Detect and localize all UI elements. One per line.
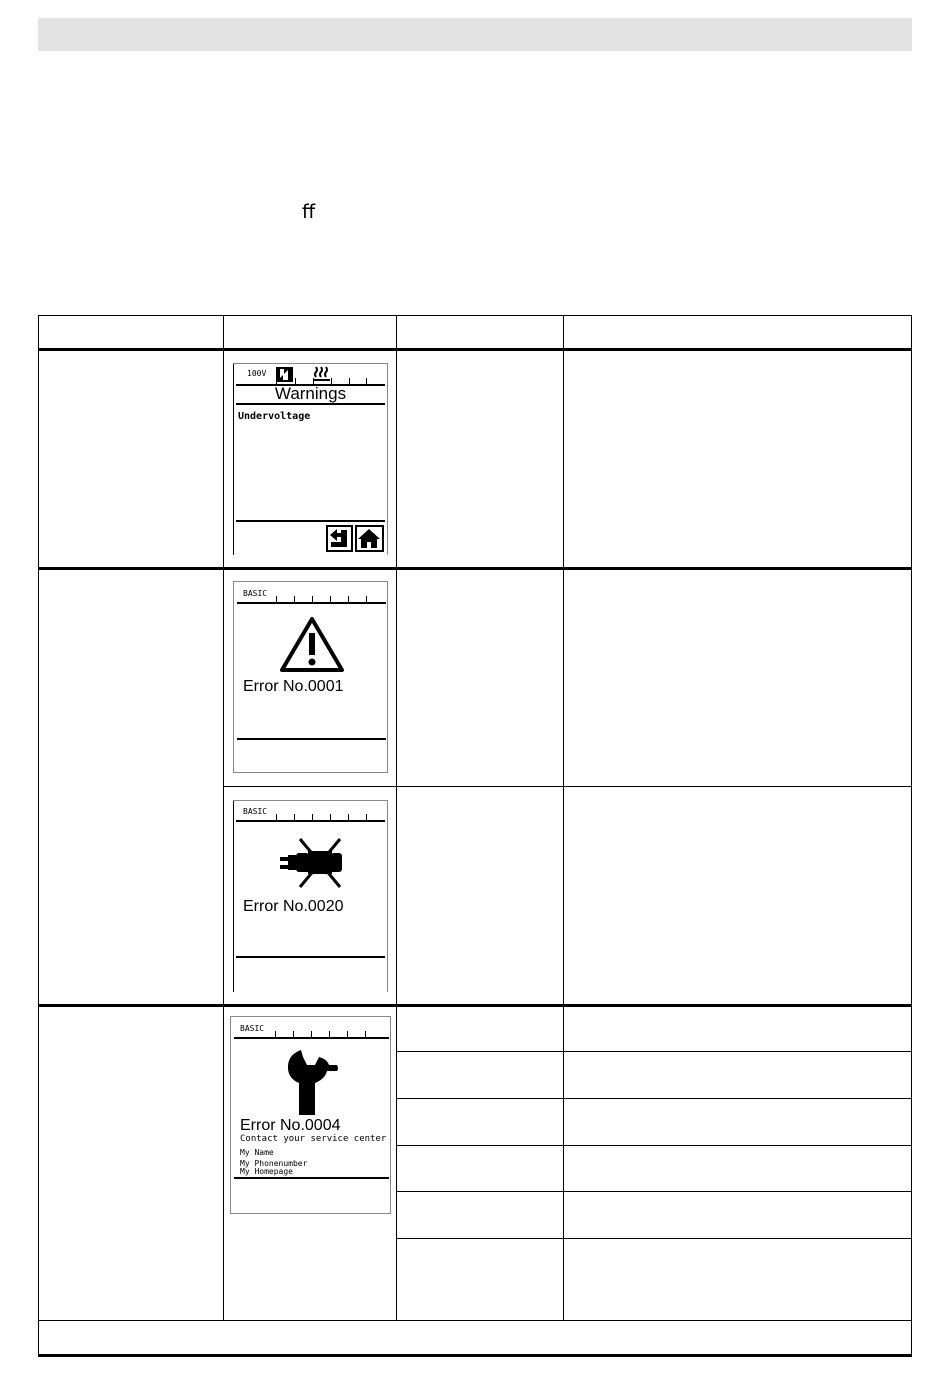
error-0001-screen — [233, 581, 388, 773]
screen-title: Warnings — [274, 384, 347, 403]
mode-label: BASIC — [240, 1024, 265, 1033]
heating-icon — [313, 366, 331, 382]
home-icon — [357, 527, 382, 550]
contact-hint: Contact your service center — [240, 1134, 387, 1144]
warnings-screen — [233, 363, 388, 555]
wrench-icon — [285, 1047, 341, 1117]
broken-heater-icon — [278, 836, 346, 890]
warning-message: Undervoltage — [238, 411, 311, 422]
back-arrow-icon — [328, 527, 351, 550]
error-0004-screen — [230, 1016, 391, 1214]
contact-homepage: My Homepage — [240, 1167, 293, 1176]
contact-phone: My Phonenumber — [240, 1159, 308, 1168]
contact-name: My Name — [240, 1148, 274, 1157]
back-button[interactable] — [326, 525, 353, 552]
power-plug-icon — [275, 366, 295, 383]
voltage-label: 100V — [247, 369, 267, 378]
error-number: Error No.0020 — [243, 898, 344, 915]
ligature-glyph: ﬀ — [302, 202, 316, 223]
error-number: Error No.0001 — [243, 678, 344, 695]
header-band — [38, 18, 912, 51]
home-button[interactable] — [355, 525, 384, 552]
mode-label: BASIC — [243, 807, 268, 816]
mode-label: BASIC — [243, 589, 268, 598]
warning-triangle-icon — [279, 616, 345, 673]
error-0020-screen — [233, 800, 388, 992]
error-number: Error No.0004 — [240, 1117, 341, 1134]
